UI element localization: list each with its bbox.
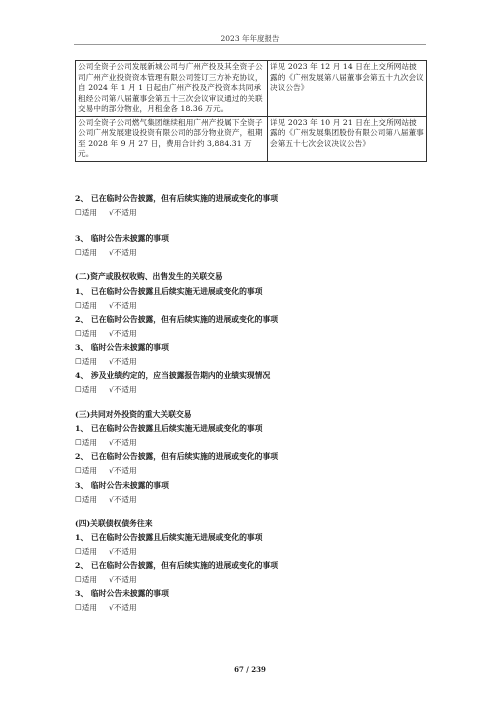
option-line [75,437,137,448]
item-heading: 3、 临时公告未披露的事项 [75,234,169,243]
checkbox-applicable: ☐适用 [75,357,97,366]
checkbox-applicable: ☐适用 [75,385,97,394]
table-cell-desc: 公司全资子公司燃气集团继续租用广州产投属下全资子公司广州发展建设投资有限公司的部分物业资产，租期至 2028 年 9 月 27 日，费用合计约 3,884.31 万元。 [76,116,268,161]
option-line [75,328,137,339]
checkbox-applicable: ☐适用 [75,208,97,217]
check-not-applicable: √不适用 [109,357,137,366]
check-not-applicable: √不适用 [109,248,137,257]
item-heading: 4、 涉及业绩约定的，应当披露报告期内的业绩实现情况 [75,371,271,380]
table-row [76,116,427,161]
check-not-applicable: √不适用 [109,603,137,612]
check-not-applicable: √不适用 [109,495,137,504]
checkbox-applicable: ☐适用 [75,329,97,338]
item-heading: 3、 临时公告未披露的事项 [75,481,169,490]
checkbox-applicable: ☐适用 [75,603,97,612]
related-transactions-table [75,60,427,162]
section-title: (二)资产或股权收购、出售发生的关联交易 [75,272,223,281]
option-line [75,546,137,557]
option-line [75,207,137,218]
checkbox-applicable: ☐适用 [75,466,97,475]
checkbox-applicable: ☐适用 [75,301,97,310]
check-not-applicable: √不适用 [109,385,137,394]
item-heading: 2、 已在临时公告披露，但有后续实施的进展或变化的事项 [75,315,279,324]
item-heading: 1、 已在临时公告披露且后续实施无进展或变化的事项 [75,533,263,542]
checkbox-applicable: ☐适用 [75,438,97,447]
item-heading: 2、 已在临时公告披露，但有后续实施的进展或变化的事项 [75,561,279,570]
option-line [75,300,137,311]
check-not-applicable: √不适用 [109,438,137,447]
option-line [75,384,137,395]
header-divider [74,44,426,45]
table-cell-ref: 详见 2023 年 12 月 14 日在上交所网站披露的《广州发展第八届董事会第五十九次会议决议公告》 [268,61,427,117]
option-line [75,574,137,585]
page-header-title: 2023 年年度报告 [220,34,280,43]
check-not-applicable: √不适用 [109,575,137,584]
item-heading: 1、 已在临时公告披露且后续实施无进展或变化的事项 [75,424,263,433]
option-line [75,356,137,367]
check-not-applicable: √不适用 [109,547,137,556]
option-line [75,602,137,613]
checkbox-applicable: ☐适用 [75,495,97,504]
table-cell-ref: 详见 2023 年 10 月 21 日在上交所网站披露的《广州发展集团股份有限公司第八届董事会第五十七次会议决议公告》 [268,116,427,161]
item-heading: 1、 已在临时公告披露且后续实施无进展或变化的事项 [75,287,263,296]
item-heading: 2、 已在临时公告披露，但有后续实施的进展或变化的事项 [75,452,279,461]
option-line [75,465,137,476]
checkbox-applicable: ☐适用 [75,248,97,257]
table-row [76,61,427,117]
page-number: 67 / 239 [234,665,266,674]
check-not-applicable: √不适用 [109,329,137,338]
check-not-applicable: √不适用 [109,301,137,310]
item-heading: 3、 临时公告未披露的事项 [75,343,169,352]
option-line [75,247,137,258]
item-heading: 2、 已在临时公告披露，但有后续实施的进展或变化的事项 [75,194,279,203]
section-title: (四)关联债权债务往来 [75,519,153,528]
item-heading: 3、 临时公告未披露的事项 [75,589,169,598]
check-not-applicable: √不适用 [109,208,137,217]
table-cell-desc: 公司全资子公司发展新城公司与广州产投及其全资子公司广州产业投资资本管理有限公司签订三方补充协议，自 2024 年 1 月 1 日起由广州产投及产投资本共同承租经公司第八届董事会第五十三次会议审议通过的关联交易中的部分物业，月租金各 18.36 万元。 [76,61,268,117]
checkbox-applicable: ☐适用 [75,575,97,584]
checkbox-applicable: ☐适用 [75,547,97,556]
check-not-applicable: √不适用 [109,466,137,475]
section-title: (三)共同对外投资的重大关联交易 [75,410,192,419]
option-line [75,494,137,505]
